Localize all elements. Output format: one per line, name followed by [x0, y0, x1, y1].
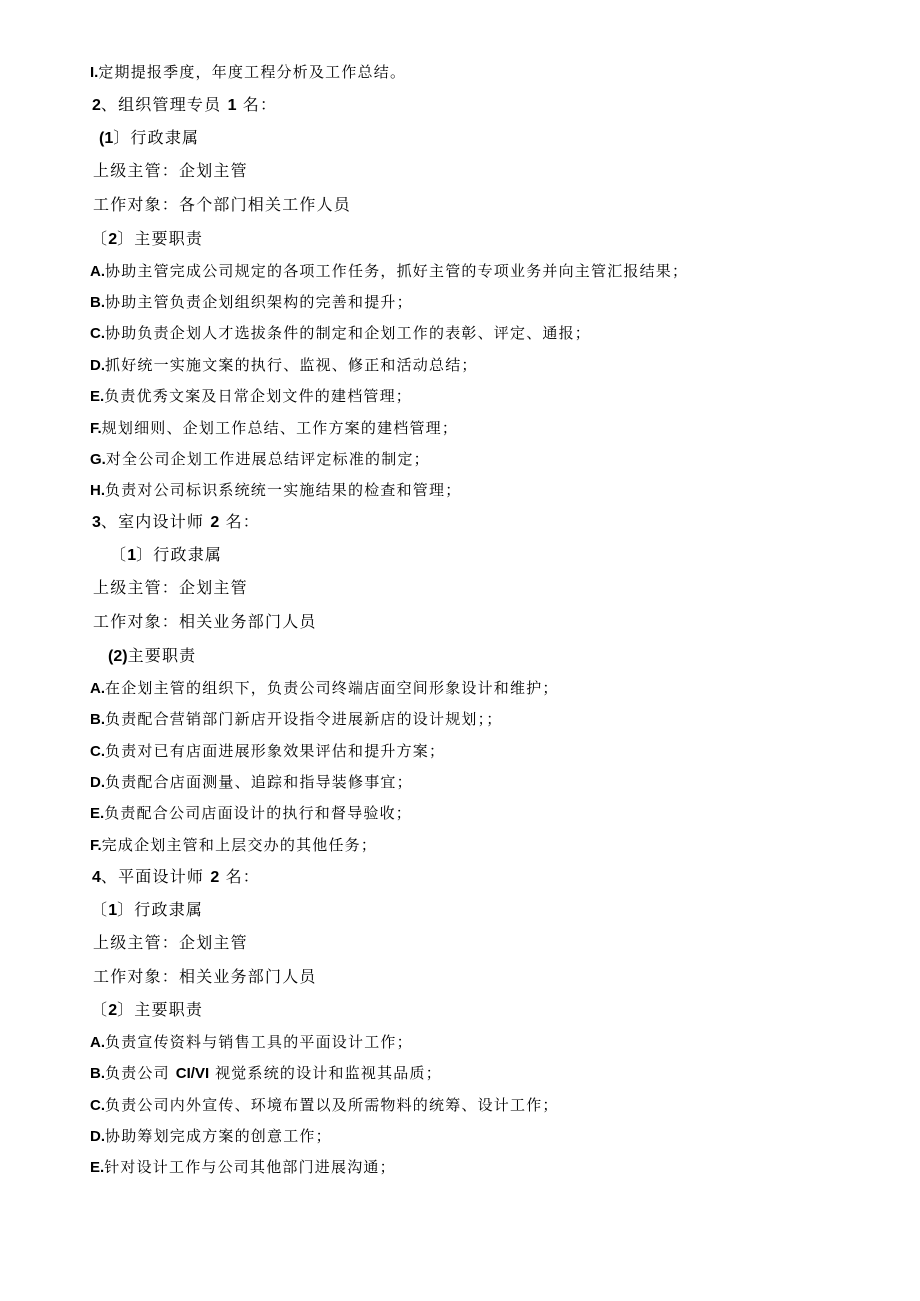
duty-item: H.负责对公司标识系统统一实施结果的检查和管理； — [90, 481, 462, 499]
section-heading-4: 4、平面设计师 2 名： — [92, 867, 260, 886]
subheading-duties: (2)主要职责 — [108, 646, 197, 665]
section-heading-3: 3、室内设计师 2 名： — [92, 512, 260, 531]
duty-item: A.在企划主管的组织下，负责公司终端店面空间形象设计和维护； — [90, 679, 559, 697]
duty-item: D.负责配合店面测量、追踪和指导装修事宜； — [90, 773, 413, 791]
duty-item: F.完成企划主管和上层交办的其他任务； — [90, 836, 378, 854]
work-object-line: 工作对象：相关业务部门人员 — [93, 612, 317, 631]
work-object-line: 工作对象：各个部门相关工作人员 — [93, 195, 352, 214]
duty-item: C.负责对已有店面进展形象效果评估和提升方案； — [90, 742, 446, 760]
work-object-line: 工作对象：相关业务部门人员 — [93, 967, 317, 986]
duty-item: G.对全公司企划工作进展总结评定标准的制定； — [90, 450, 430, 468]
duty-item: D.抓好统一实施文案的执行、监视、修正和活动总结； — [90, 356, 478, 374]
duty-item: B.协助主管负责企划组织架构的完善和提升； — [90, 293, 413, 311]
duty-item: E.针对设计工作与公司其他部门进展沟通； — [90, 1158, 396, 1176]
subheading-duties: 〔2〕主要职责 — [91, 1000, 204, 1019]
subheading-admin: 〔1〕行政隶属 — [110, 545, 223, 564]
duty-item: D.协助筹划完成方案的创意工作； — [90, 1127, 332, 1145]
duty-item: B.负责公司 CI/VI 视觉系统的设计和监视其品质； — [90, 1064, 442, 1082]
subheading-admin: 〔1〕行政隶属 — [91, 900, 204, 919]
duty-item: C.协助负责企划人才选拔条件的制定和企划工作的表彰、评定、通报； — [90, 324, 592, 342]
supervisor-line: 上级主管：企划主管 — [93, 161, 248, 180]
duty-item: A.负责宣传资料与销售工具的平面设计工作； — [90, 1033, 413, 1051]
duty-item: B.负责配合营销部门新店开设指令进展新店的设计规划；； — [90, 710, 503, 728]
subheading-admin: (1〕行政隶属 — [99, 128, 200, 147]
subheading-duties: 〔2〕主要职责 — [91, 229, 204, 248]
duty-item: A.协助主管完成公司规定的各项工作任务，抓好主管的专项业务并向主管汇报结果； — [90, 262, 689, 280]
duty-item: F.规划细则、企划工作总结、工作方案的建档管理； — [90, 419, 459, 437]
duty-item: E.负责优秀文案及日常企划文件的建档管理； — [90, 387, 412, 405]
supervisor-line: 上级主管：企划主管 — [93, 578, 248, 597]
closing-duty-line: I.定期提报季度，年度工程分析及工作总结。 — [90, 63, 407, 81]
supervisor-line: 上级主管：企划主管 — [93, 933, 248, 952]
duty-item: E.负责配合公司店面设计的执行和督导验收； — [90, 804, 412, 822]
section-heading-2: 2、组织管理专员 1 名： — [92, 95, 278, 114]
duty-item: C.负责公司内外宣传、环境布置以及所需物料的统筹、设计工作； — [90, 1096, 559, 1114]
